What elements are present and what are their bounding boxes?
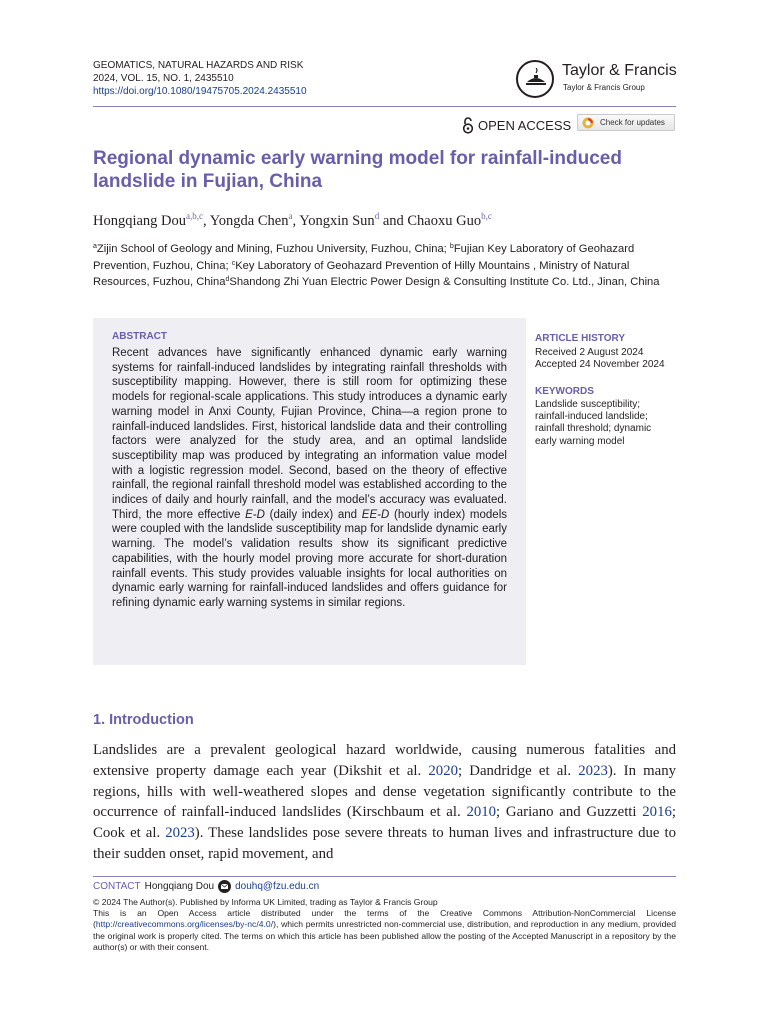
- open-access-label: OPEN ACCESS: [478, 117, 572, 133]
- license-notice: [93, 897, 676, 953]
- author-name[interactable]: Chaoxu Guo: [407, 213, 482, 229]
- contact-label: CONTACT: [93, 881, 141, 892]
- author-separator: ,: [292, 213, 300, 229]
- intro-text: ). These landslides pose severe threats to human lives and infrastructure due to their sudden onset, rapid movement, and: [93, 825, 676, 862]
- doi-link[interactable]: https://doi.org/10.1080/19475705.2024.2435510: [93, 86, 307, 97]
- citation-link[interactable]: 2016: [642, 804, 672, 821]
- introduction-body: [93, 740, 676, 865]
- author-affiliation-marker: a,b,c: [186, 211, 204, 221]
- abstract-model-name: E-D: [245, 508, 265, 521]
- affiliation-marker: a: [93, 243, 97, 250]
- copyright-line: © 2024 The Author(s). Published by Informa UK Limited, trading as Taylor & Francis Group: [93, 897, 438, 907]
- received-date: Received 2 August 2024: [535, 347, 644, 358]
- check-for-updates-label: Check for updates: [600, 118, 665, 127]
- article-history-heading: ARTICLE HISTORY: [535, 333, 626, 344]
- author-name[interactable]: Yongda Chen: [209, 213, 289, 229]
- affiliation-marker: c: [231, 259, 236, 267]
- author-affiliation-marker: d: [374, 211, 380, 221]
- author-separator: and: [379, 213, 408, 229]
- open-access-lock-icon: [462, 117, 474, 134]
- accepted-date: Accepted 24 November 2024: [535, 359, 665, 371]
- license-text-part: This is an Open Access article distributed under the terms of the Creative Commons Attribution-NonCommercial License (: [93, 908, 676, 930]
- article-title: Regional dynamic early warning model for rainfall-induced landslide in Fujian, China: [93, 148, 622, 192]
- affiliation-marker: d: [225, 276, 230, 284]
- section-heading-introduction: 1. Introduction: [93, 712, 194, 728]
- author-name[interactable]: Hongqiang Dou: [93, 213, 187, 229]
- abstract-body: [112, 346, 507, 611]
- intro-text: Landslides are a prevalent geological hazard worldwide, causing numerous fatalities and extensive property damage each year (Dikshit et al.: [93, 742, 676, 779]
- citation-link[interactable]: 2020: [428, 762, 458, 779]
- license-text: [93, 908, 676, 953]
- license-text-part: ), which permits unrestricted non-commercial use, distribution, and reproduction in any medium, provided the original work is properly cited. The terms on which this article has been published allow the posting of the Accepted Manuscript in a repository by the author(s) or with their consent.: [93, 919, 676, 952]
- affiliations: [93, 240, 678, 290]
- check-for-updates-button[interactable]: [577, 114, 675, 131]
- intro-text: ; Dandridge et al.: [458, 762, 579, 779]
- citation-link[interactable]: 2010: [466, 804, 497, 821]
- author-affiliation-marker: a: [288, 211, 293, 221]
- contact-name: Hongqiang Dou: [144, 881, 215, 892]
- contact-line: [93, 880, 319, 893]
- keywords-list: Landslide susceptibility; rainfall-induced landslide; rainfall threshold; dynamic early warning model: [535, 399, 652, 447]
- affiliation-text: Zijin School of Geology and Mining, Fuzhou University, Fuzhou, China;: [96, 243, 450, 255]
- intro-text: ; Cook et al.: [93, 804, 676, 842]
- contact-email-link[interactable]: douhq@fzu.edu.cn: [235, 881, 320, 892]
- author-name[interactable]: Yongxin Sun: [299, 213, 375, 229]
- affiliation-text: Fujian Key Laboratory of Geohazard Prevention, Fuzhou, China;: [93, 243, 635, 272]
- publisher-logo: [516, 60, 676, 98]
- affiliation-text: Key Laboratory of Geohazard Prevention of Hilly Mountains , Ministry of Natural Resources, Fuzhou, China: [93, 259, 630, 289]
- abstract-heading: ABSTRACT: [112, 331, 167, 342]
- open-access-badge: [462, 116, 571, 134]
- author-list: [93, 211, 492, 230]
- abstract-model-name: EE-D: [361, 508, 390, 521]
- footer-divider: [93, 876, 676, 877]
- publisher-group: Taylor & Francis Group: [563, 83, 645, 92]
- running-header: [93, 59, 307, 98]
- intro-text: ). In many regions, hills with well-weathered slopes and dense vegetation significantly contribute to the occurrence of rainfall-induced landslides (Kirschbaum et al.: [93, 762, 677, 821]
- author-separator: ,: [203, 213, 210, 229]
- journal-name: GEOMATICS, NATURAL HAZARDS AND RISK: [93, 60, 304, 71]
- license-url-link[interactable]: http://creativecommons.org/licenses/by-nc/4.0/: [95, 919, 274, 930]
- abstract-text-part: Recent advances have significantly enhanced dynamic early warning systems for rainfall-induced landslides by integrating rainfall thresholds with susceptibility mapping. However, there is still room for optimizing these models for regional-scale applications. This study introduces a dynamic early warning model in Anxi County, Fujian Province, China—a region prone to rainfall-induced landslides. First, historical landslide data and their controlling factors were analyzed for the study area, and an optimal landslide susceptibility map was produced by integrating an information value model with a logistic regression model. Second, based on the theory of effective rainfall, the regional rainfall threshold model was established according to the indices of daily and hourly rainfall, and the model’s accuracy was evaluated. Third, the more effective: [112, 347, 507, 521]
- check-for-updates-icon: [582, 117, 594, 129]
- affiliation-marker: b: [449, 243, 454, 250]
- keywords-heading: KEYWORDS: [535, 386, 594, 397]
- header-divider: [93, 106, 676, 107]
- abstract-text-part: (hourly index) models were coupled with the landslide susceptibility map for landslide dynamic early warning. The model’s validation results show its significant predictive capabilities, with the hourly model proving more accurate for short-duration rainfall events. This study provides valuable insights for local authorities on dynamic early warning for rainfall-induced landslides and offers guidance for refining dynamic early warning systems in similar regions.: [112, 508, 507, 609]
- article-history-dates: [535, 347, 685, 371]
- citation-link[interactable]: 2023: [165, 825, 195, 842]
- email-icon: [218, 880, 231, 893]
- taylor-francis-lamp-icon: [516, 60, 554, 98]
- journal-volume: 2024, VOL. 15, NO. 1, 2435510: [93, 73, 234, 84]
- author-affiliation-marker: b,c: [481, 211, 492, 221]
- abstract-text-part: (daily index) and: [264, 508, 362, 521]
- intro-text: ; Gariano and Guzzetti: [496, 804, 643, 821]
- citation-link[interactable]: 2023: [578, 762, 608, 779]
- affiliation-text: Shandong Zhi Yuan Electric Power Design & Consulting Institute Co. Ltd., Jinan, China: [229, 276, 660, 289]
- publisher-name: Taylor & Francis: [562, 62, 677, 79]
